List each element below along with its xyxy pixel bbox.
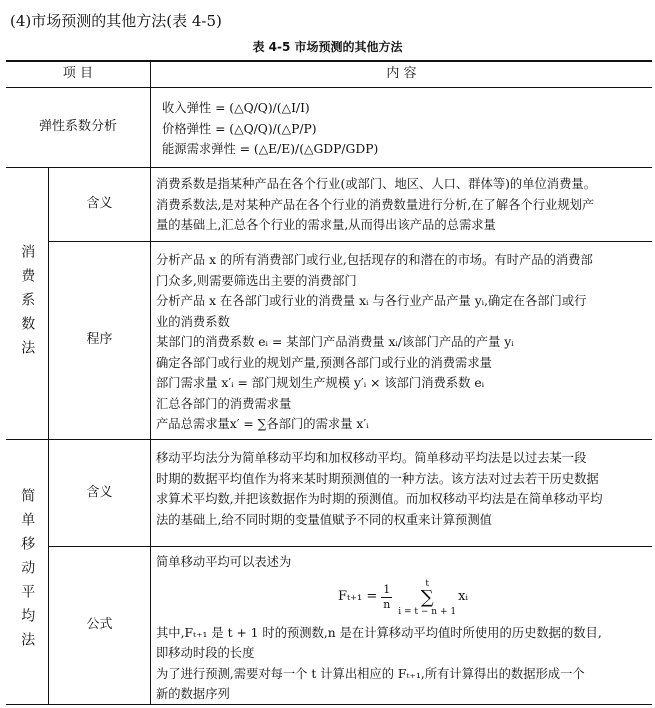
formula-line: 即移动时段的长度 (156, 646, 255, 660)
moving-average-formula (156, 573, 650, 623)
procedure-line: 业的消费系数 (156, 314, 230, 329)
methods-table (6, 60, 652, 705)
formula-line: 其中,Fₜ₊₁ 是 t + 1 时的预测数,n 是在计算移动平均值时所使用的历史数据的数目, (156, 625, 602, 640)
income-elasticity: 收入弹性 = (△Q/Q)/(△I/I) (162, 101, 310, 115)
formula-intro: 简单移动平均可以表述为 (156, 555, 292, 569)
procedure-line: 确定各部门或行业的规划产量,预测各部门或行业的消费需求量 (156, 355, 492, 370)
formula-line: 新的数据序列 (156, 687, 230, 701)
consumption-group-label (6, 168, 48, 439)
energy-elasticity: 能源需求弹性 = (△E/E)/(△GDP/GDP) (162, 142, 379, 156)
moving-meaning-line: 法的基础上,给不同时期的变量值赋予不同的权重来计算预测值 (156, 512, 492, 527)
consumption-meaning-line: 消费系数是指某种产品在各个行业(或部门、地区、人口、群体等)的单位消费量。 (156, 177, 596, 191)
summation (398, 579, 456, 617)
formula-line: 为了进行预测,需要对每一个 t 计算出相应的 Fₜ₊₁,所有计算得出的数据形成一个 (156, 666, 585, 681)
elasticity-content (162, 98, 642, 160)
consumption-meaning-content (156, 174, 650, 236)
formula-lhs: Fₜ₊₁ = (337, 589, 378, 605)
consumption-group-text: 消费系数法 (19, 243, 36, 364)
procedure-line: 部门需求量 x′ᵢ = 部门规划生产规模 y′ᵢ × 该部门消费系数 eᵢ (156, 376, 485, 390)
sum-lower: i = t − n + 1 (398, 606, 457, 617)
section-heading: (4)市场预测的其他方法(表 4-5) (10, 12, 222, 30)
moving-avg-group-text: 简单移动平均法 (19, 488, 36, 656)
moving-meaning-line: 时期的数据平均值作为将来某时期预测值的一种方法。该方法对过去若干历史数据 (156, 471, 599, 486)
formula-content (156, 552, 650, 705)
procedure-line: 某部门的消费系数 eᵢ = 某部门产品消费量 xᵢ/该部门产品的产量 yᵢ (156, 335, 514, 349)
consumption-procedure-label: 程序 (86, 332, 113, 348)
formula-term: xᵢ (458, 589, 469, 605)
price-elasticity: 价格弹性 = (△Q/Q)/(△P/P) (162, 121, 317, 136)
formula-label: 公式 (86, 617, 113, 633)
moving-meaning-label: 含义 (86, 484, 113, 500)
procedure-line: 产品总需求量x′ = ∑各部门的需求量 x′ᵢ (156, 417, 369, 431)
header-item: 项 目 (62, 66, 94, 82)
formula-numerator: 1 (383, 583, 391, 596)
procedure-line: 汇总各部门的消费需求量 (156, 396, 292, 411)
sigma-icon: ∑ (420, 586, 434, 608)
consumption-meaning-line: 量的基础上,汇总各个行业的需求量,从而得出该产品的总需求量 (156, 218, 496, 232)
procedure-line: 门众多,则需要筛选出主要的消费部门 (156, 273, 357, 288)
moving-meaning-content (156, 448, 650, 530)
procedure-line: 分析产品 x 的所有消费部门或行业,包括现存的和潜在的市场。有时产品的消费部 (156, 253, 593, 267)
formula-fraction (381, 583, 392, 612)
moving-avg-group-label (6, 440, 48, 704)
formula-denominator: n (383, 598, 391, 611)
label-col-rule (150, 60, 151, 704)
sum-upper: t (425, 578, 429, 589)
consumption-meaning-label: 含义 (86, 196, 113, 212)
header-content: 内 容 (386, 66, 417, 82)
consumption-procedure-content (156, 250, 650, 435)
elasticity-label: 弹性系数分析 (38, 119, 117, 135)
moving-meaning-line: 求算术平均数,并把该数据作为时期的预测值。而加权移动平均法是在简单移动平均 (156, 492, 603, 506)
moving-meaning-line: 移动平均法分为简单移动平均和加权移动平均。简单移动平均法是以过去某一段 (156, 451, 587, 465)
procedure-line: 分析产品 x 在各部门或行业的消费量 xᵢ 与各行业产品产量 yᵢ,确定在各部门或行 (156, 294, 587, 308)
consumption-meaning-line: 消费系数法,是对某种产品在各个行业的消费数量进行分析,在了解各个行业规划产 (156, 197, 595, 212)
table-caption: 表 4-5 市场预测的其他方法 (252, 40, 403, 54)
